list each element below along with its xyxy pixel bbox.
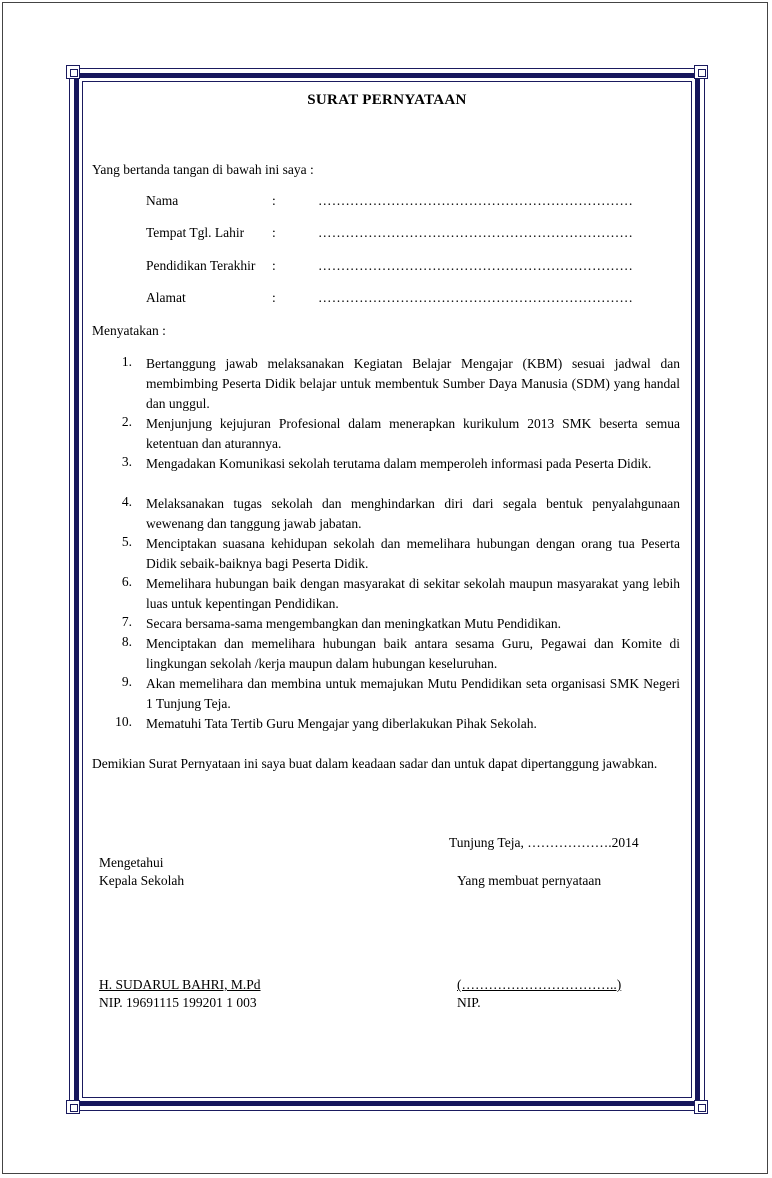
list-item: Memelihara hubungan baik dengan masyarakat di sekitar sekolah maupun masyarakat yang lebih luas untuk kepentingan Pendidikan.: [146, 576, 680, 611]
list-item: Secara bersama-sama mengembangkan dan meningkatkan Mutu Pendidikan.: [146, 616, 561, 631]
list-item-number: 8.: [121, 634, 132, 649]
signer-name-blank: (……………………………..): [457, 977, 622, 992]
list-item: Mematuhi Tata Tertib Guru Mengajar yang diberlakukan Pihak Sekolah.: [146, 716, 537, 731]
field-label-education: Pendidikan Terakhir: [146, 258, 256, 273]
list-item: Melaksanakan tugas sekolah dan menghindarkan diri dari segala bentuk penyalahgunaan wewenang dan tanggung jawab jabatan.: [146, 496, 680, 531]
list-item-number: 6.: [121, 574, 132, 589]
field-label-birth: Tempat Tgl. Lahir: [146, 225, 245, 240]
left-sign-line2: Kepala Sekolah: [99, 873, 185, 888]
signer-nip: NIP.: [457, 995, 481, 1010]
headmaster-nip: NIP. 19691115 199201 1 003: [99, 995, 257, 1010]
right-sign-line1: Yang membuat pernyataan: [457, 873, 602, 888]
field-label-address: Alamat: [146, 290, 186, 305]
field-blank-name: ……………………………………………………………: [318, 193, 634, 208]
list-item: Menciptakan suasana kehidupan sekolah dan memelihara hubungan dengan orang tua Peserta Didik sebaik-baiknya bagi Peserta Didik.: [146, 536, 680, 571]
list-item-number: 5.: [121, 534, 132, 549]
field-blank-education: ……………………………………………………………: [318, 258, 634, 273]
list-item-number: 4.: [121, 494, 132, 509]
list-item-number: 10.: [115, 714, 132, 729]
field-blank-address: ……………………………………………………………: [318, 290, 634, 305]
intro-text: Yang bertanda tangan di bawah ini saya :: [92, 162, 314, 177]
list-item: Akan memelihara dan membina untuk memajukan Mutu Pendidikan seta organisasi SMK Negeri 1 Tunjung Teja.: [146, 676, 680, 711]
field-label-name: Nama: [146, 193, 179, 208]
frame-corner-ornament: [694, 65, 708, 79]
list-item: Menjunjung kejujuran Profesional dalam menerapkan kurikulum 2013 SMK beserta semua ketentuan dan aturannya.: [146, 416, 680, 451]
headmaster-name: H. SUDARUL BAHRI, M.Pd: [99, 977, 261, 992]
frame-corner-ornament: [694, 1100, 708, 1114]
closing-paragraph: Demikian Surat Pernyataan ini saya buat dalam keadaan sadar dan untuk dapat dipertanggung jawabkan.: [92, 756, 658, 771]
field-colon: :: [272, 193, 276, 208]
field-colon: :: [272, 225, 276, 240]
place-date: Tunjung Teja, ……………….2014: [449, 835, 639, 850]
document-title: SURAT PERNYATAAN: [307, 92, 467, 108]
frame-corner-ornament: [66, 1100, 80, 1114]
field-colon: :: [272, 258, 276, 273]
frame-corner-ornament: [66, 65, 80, 79]
list-item-number: 1.: [121, 354, 132, 369]
left-sign-line1: Mengetahui: [99, 855, 164, 870]
list-item-number: 9.: [121, 674, 132, 689]
list-item-number: 2.: [121, 414, 132, 429]
declare-label: Menyatakan :: [92, 323, 166, 338]
list-item: Menciptakan dan memelihara hubungan baik antara sesama Guru, Pegawai dan Komite di lingkungan sekolah /kerja maupun dalam hubungan keseluruhan.: [146, 636, 680, 671]
list-item-number: 7.: [121, 614, 132, 629]
field-colon: :: [272, 290, 276, 305]
list-item: Bertanggung jawab melaksanakan Kegiatan Belajar Mengajar (KBM) sesuai jadwal dan membimbing Peserta Didik belajar untuk membentuk Sumber Daya Manusia (SDM) yang handal dan unggul.: [146, 356, 680, 411]
field-blank-birth: ……………………………………………………………: [318, 225, 634, 240]
list-item: Mengadakan Komunikasi sekolah terutama dalam memperoleh informasi pada Peserta Didik.: [146, 456, 652, 471]
list-item-number: 3.: [121, 454, 132, 469]
